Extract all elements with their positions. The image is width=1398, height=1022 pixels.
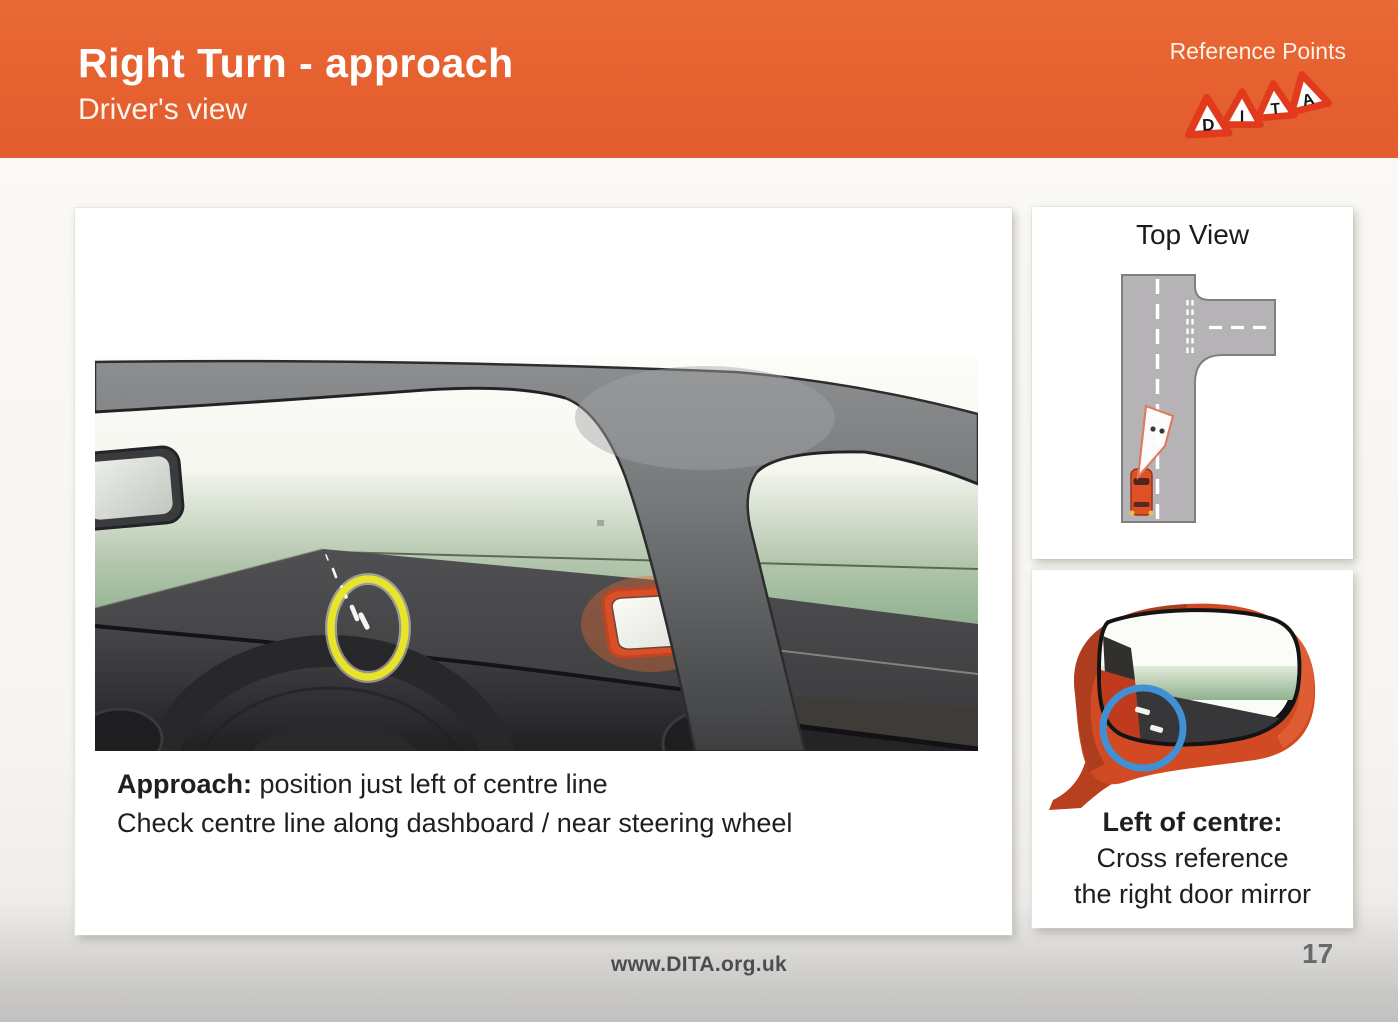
mirror-panel xyxy=(1032,570,1353,928)
logo-triangle-t xyxy=(1252,82,1295,121)
logo-letter: T xyxy=(1269,100,1281,119)
logo-triangle-i xyxy=(1221,92,1261,128)
top-view-diagram xyxy=(1032,259,1353,549)
logo-triangle-d xyxy=(1184,97,1229,138)
page-subtitle: Driver's view xyxy=(78,93,248,126)
driver-view-illustration xyxy=(95,356,978,751)
reference-points-label: Reference Points xyxy=(1169,38,1346,64)
top-view-title: Top View xyxy=(1135,219,1250,250)
logo-letter: I xyxy=(1239,108,1245,126)
rearview-mirror xyxy=(95,446,184,531)
caption-line1-rest: position just left of centre line xyxy=(252,769,608,799)
mirror-caption-line-2: Cross reference xyxy=(1096,843,1289,873)
website-url: www.DITA.org.uk xyxy=(611,953,787,976)
mirror-caption-line-3: the right door mirror xyxy=(1073,879,1312,909)
eye-right xyxy=(1159,428,1164,433)
driver-view-caption xyxy=(117,765,977,843)
distant-object xyxy=(597,520,604,526)
driver-view-panel xyxy=(75,208,1012,935)
door-mirror-illustration xyxy=(1047,586,1337,816)
caption-lead: Approach: xyxy=(117,769,252,799)
caption-line-2: Check centre line along dashboard / near steering wheel xyxy=(117,808,793,838)
page-title: Right Turn - approach xyxy=(78,40,514,86)
header-banner xyxy=(0,0,1398,158)
car-top-view xyxy=(1130,469,1154,516)
logo-letter: D xyxy=(1201,115,1215,135)
top-view-panel xyxy=(1032,207,1353,559)
mirror-caption-lead: Left of centre: xyxy=(1102,807,1283,837)
mirror-caption xyxy=(1032,804,1353,912)
logo-letter: A xyxy=(1300,90,1316,110)
page-number: 17 xyxy=(1302,938,1334,969)
eye-left xyxy=(1150,426,1155,431)
dita-logo xyxy=(1176,70,1336,146)
caption-line-1 xyxy=(117,765,977,804)
